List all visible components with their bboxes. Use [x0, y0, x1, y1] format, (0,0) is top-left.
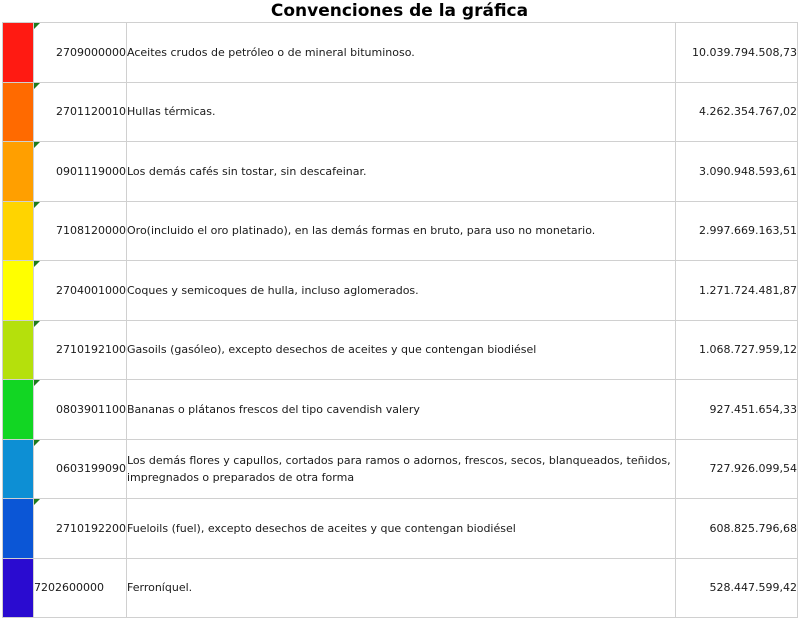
- product-code: 0901119000: [56, 164, 126, 178]
- product-description[interactable]: Coques y semicoques de hulla, incluso aglomerados.: [127, 261, 676, 321]
- comment-marker-icon: [34, 202, 40, 208]
- table-row: [3, 439, 798, 499]
- color-swatch: [3, 261, 34, 321]
- product-code-cell[interactable]: [34, 261, 127, 321]
- product-description[interactable]: Los demás flores y capullos, cortados para ramos o adornos, frescos, secos, blanqueados, teñidos, impregnados o preparados de otra forma: [127, 439, 676, 499]
- color-swatch: [3, 142, 34, 202]
- legend-table: [2, 22, 798, 618]
- color-swatch: [3, 499, 34, 559]
- product-code: 2710192100: [56, 343, 126, 357]
- product-code: 0803901100: [56, 402, 126, 416]
- table-row: [3, 82, 798, 142]
- product-code-cell[interactable]: [34, 439, 127, 499]
- comment-marker-icon: [34, 142, 40, 148]
- table-row: [3, 201, 798, 261]
- comment-marker-icon: [34, 261, 40, 267]
- product-description[interactable]: Hullas térmicas.: [127, 82, 676, 142]
- legend-title: Convenciones de la gráfica: [270, 1, 529, 21]
- product-code-cell[interactable]: [34, 499, 127, 559]
- comment-marker-icon: [34, 440, 40, 446]
- color-swatch: [3, 201, 34, 261]
- product-description[interactable]: Fueloils (fuel), excepto desechos de aceites y que contengan biodiésel: [127, 499, 676, 559]
- product-code: 2709000000: [56, 45, 126, 59]
- table-row: [3, 499, 798, 559]
- product-code: 0603199090: [56, 462, 126, 476]
- color-swatch: [3, 380, 34, 440]
- comment-marker-icon: [34, 321, 40, 327]
- comment-marker-icon: [34, 499, 40, 505]
- table-row: [3, 23, 798, 83]
- comment-marker-icon: [34, 23, 40, 29]
- product-code: 2704001000: [56, 283, 126, 297]
- table-row: [3, 380, 798, 440]
- product-value[interactable]: 927.451.654,33: [676, 380, 798, 440]
- color-swatch: [3, 558, 34, 618]
- product-code-cell[interactable]: [34, 23, 127, 83]
- table-row: [3, 558, 798, 618]
- product-value[interactable]: 10.039.794.508,73: [676, 23, 798, 83]
- product-description[interactable]: Aceites crudos de petróleo o de mineral bituminoso.: [127, 23, 676, 83]
- product-code: 7202600000: [34, 581, 104, 595]
- product-value[interactable]: 2.997.669.163,51: [676, 201, 798, 261]
- product-value[interactable]: 1.271.724.481,87: [676, 261, 798, 321]
- product-description[interactable]: Ferroníquel.: [127, 558, 676, 618]
- product-value[interactable]: 1.068.727.959,12: [676, 320, 798, 380]
- color-swatch: [3, 23, 34, 83]
- product-code: 7108120000: [56, 224, 126, 238]
- product-code-cell[interactable]: [34, 142, 127, 202]
- product-description[interactable]: Oro(incluido el oro platinado), en las demás formas en bruto, para uso no monetario.: [127, 201, 676, 261]
- product-value[interactable]: 4.262.354.767,02: [676, 82, 798, 142]
- product-value[interactable]: 608.825.796,68: [676, 499, 798, 559]
- product-code-cell[interactable]: [34, 82, 127, 142]
- table-row: [3, 320, 798, 380]
- product-description[interactable]: Bananas o plátanos frescos del tipo cavendish valery: [127, 380, 676, 440]
- product-code-cell[interactable]: [34, 201, 127, 261]
- table-row: [3, 261, 798, 321]
- product-value[interactable]: 727.926.099,54: [676, 439, 798, 499]
- product-description[interactable]: Los demás cafés sin tostar, sin descafeinar.: [127, 142, 676, 202]
- product-code-cell[interactable]: [34, 320, 127, 380]
- product-code: 2710192200: [56, 521, 126, 535]
- color-swatch: [3, 82, 34, 142]
- product-code-cell[interactable]: [34, 558, 127, 618]
- comment-marker-icon: [34, 83, 40, 89]
- product-value[interactable]: 528.447.599,42: [676, 558, 798, 618]
- product-code-cell[interactable]: [34, 380, 127, 440]
- table-row: [3, 142, 798, 202]
- color-swatch: [3, 439, 34, 499]
- color-swatch: [3, 320, 34, 380]
- product-code: 2701120010: [56, 105, 126, 119]
- product-value[interactable]: 3.090.948.593,61: [676, 142, 798, 202]
- product-description[interactable]: Gasoils (gasóleo), excepto desechos de aceites y que contengan biodiésel: [127, 320, 676, 380]
- comment-marker-icon: [34, 380, 40, 386]
